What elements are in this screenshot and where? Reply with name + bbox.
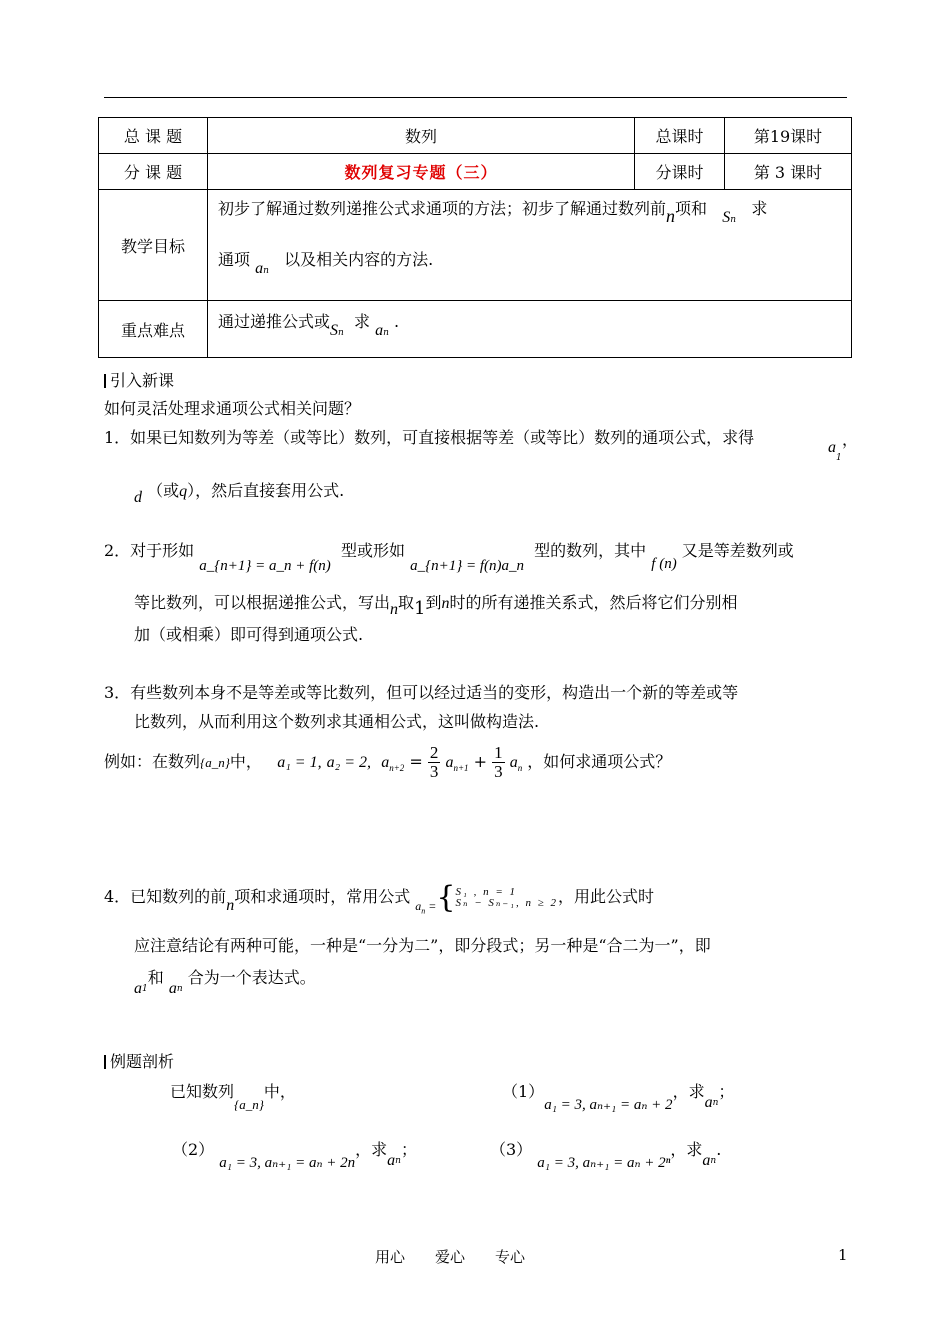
item1-a1: $a_1$ xyxy=(828,439,842,463)
piecewise-formula: S₁ , n = 1 Sₙ − Sₙ₋₁, n ≥ 2 xyxy=(455,885,559,909)
item4-line3: $a_1$和 $a_n$ 合为一个表达式。 xyxy=(134,968,316,997)
item2-line2: 等比数列，可以根据递推公式，写出n取1到n时的所有递推关系式，然后将它们分别相 xyxy=(134,593,738,619)
example-part3: （3） a₁ = 3, aₙ₊₁ = aₙ + 2ⁿ，求$a_n$. xyxy=(490,1140,722,1171)
item4-line2: 应注意结论有两种可能，一种是“一分为二”，即分段式；另一种是“合二为一”，即 xyxy=(134,936,711,955)
key-points-label: 重点难点 xyxy=(99,301,208,358)
goal-content: 初步了解通过数列递推公式求通项的方法；初步了解通过数列前n项和 $S_n$ 求 通项 $a_n$ 以及相关内容的方法. xyxy=(208,190,852,301)
total-hours-value: 第19课时 xyxy=(725,118,852,154)
item3-line1: 3．有些数列本身不是等差或等比数列，但可以经过适当的变形，构造出一个新的等差或等 xyxy=(104,683,739,702)
fraction-1-3: $\frac{1}{3}$ xyxy=(494,743,503,781)
course-info-table xyxy=(98,117,852,358)
goal-label: 教学目标 xyxy=(99,190,208,301)
total-topic-label: 总 课 题 xyxy=(99,118,208,154)
sub-topic-value: 数列复习专题（三） xyxy=(208,154,635,190)
section-intro-heading: 引入新课 xyxy=(104,368,174,391)
sub-hours-value: 第 3 课时 xyxy=(725,154,852,190)
example-part2: （2） a₁ = 3, aₙ₊₁ = aₙ + 2n，求$a_n$； xyxy=(172,1140,417,1171)
item1-comma: ， xyxy=(842,430,859,449)
sub-topic-label: 分 课 题 xyxy=(99,154,208,190)
item1-line2: d （或q），然后直接套用公式. xyxy=(134,481,345,506)
intro-question: 如何灵活处理求通项公式相关问题？ xyxy=(104,399,361,418)
item2-line1: 2．对于形如 a_{n+1} = a_n + f(n) 型或形如 a_{n+1} = f(n)a_n 型的数列，其中 f (n) 又是等差数列或 xyxy=(104,541,794,574)
header-rule xyxy=(104,97,847,98)
footer-motto: 用心 爱心 专心 xyxy=(375,1248,526,1266)
total-topic-value: 数列 xyxy=(208,118,635,154)
total-hours-label: 总课时 xyxy=(635,118,725,154)
example-line: 例如：在数列{a_n}中， a₁ = 1, a₂ = 2, $a_{n+2}$ = $\frac{2}{3}$ $a_{n+1}$ + $\frac{1}{3}$ $a_n$ ，如何求通项公式？ xyxy=(104,743,672,781)
fraction-2-3: $\frac{2}{3}$ xyxy=(429,743,439,781)
example-part1: （1）a₁ = 3, aₙ₊₁ = aₙ + 2，求$a_n$； xyxy=(502,1082,735,1113)
item3-line2: 比数列，从而利用这个数列求其通相公式，这叫做构造法. xyxy=(134,712,540,731)
key-points-content: 通过递推公式或$S_n$ 求 $a_n$ . xyxy=(208,301,852,358)
page-number: 1 xyxy=(838,1246,848,1264)
item1-line1: 1．如果已知数列为等差（或等比）数列，可直接根据等差（或等比）数列的通项公式，求得 xyxy=(104,428,755,447)
item4-line1: 4．已知数列的前n项和求通项时，常用公式 $_{a_n =}${ S₁ , n = 1 Sₙ − Sₙ₋₁, n ≥ 2 ，用此公式时 xyxy=(104,880,655,916)
section-examples-heading: 例题剖析 xyxy=(104,1049,174,1072)
example-intro: 已知数列$_{\{a\_n\}}$中， xyxy=(170,1082,296,1112)
item2-line3: 加（或相乘）即可得到通项公式. xyxy=(134,625,364,644)
sub-hours-label: 分课时 xyxy=(635,154,725,190)
